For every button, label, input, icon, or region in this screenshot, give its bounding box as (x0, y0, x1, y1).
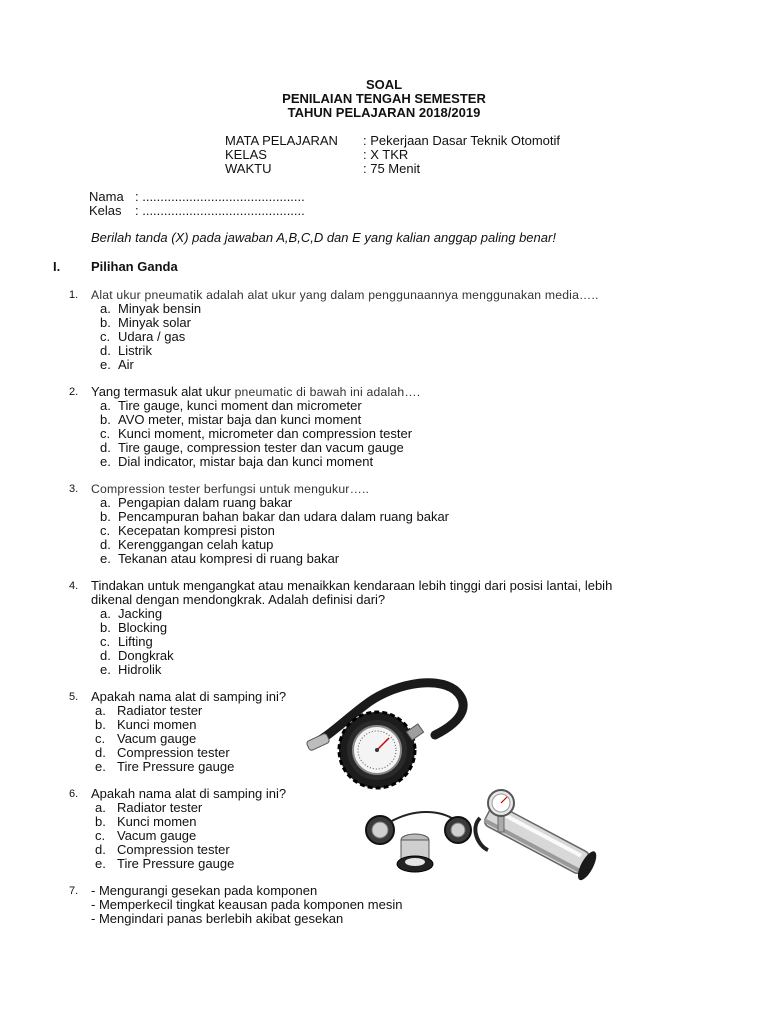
header-year: TAHUN PELAJARAN 2018/2019 (287, 105, 481, 120)
option-text: Compression tester (117, 842, 230, 857)
question-line: - Mengurangi gesekan pada komponen (91, 883, 318, 898)
option-text: Listrik (118, 343, 152, 358)
question-text-part: Yang termasuk alat ukur (91, 384, 235, 399)
option-letter: b. (100, 315, 111, 330)
option-letter: d. (100, 648, 111, 663)
option-item (100, 649, 174, 663)
option-text: Dongkrak (118, 648, 174, 663)
option-text: Kecepatan kompresi piston (118, 523, 275, 538)
option-letter: e. (100, 662, 111, 677)
question-text (91, 385, 420, 399)
option-letter: a. (100, 606, 111, 621)
option-item (100, 621, 167, 635)
option-text: Jacking (118, 606, 163, 621)
option-letter: c. (100, 426, 111, 441)
option-letter: a. (100, 495, 111, 510)
option-item (95, 718, 196, 732)
section-title: Pilihan Ganda (91, 259, 178, 274)
student-name-field: : ............................................. (135, 189, 305, 204)
student-class-field: : ............................................. (135, 203, 305, 218)
option-letter: b. (100, 412, 111, 427)
option-letter: d. (100, 343, 111, 358)
option-text: Kunci moment, micrometer dan compression tester (118, 426, 413, 441)
option-letter: e. (95, 759, 106, 774)
option-item (100, 524, 275, 538)
question-line: - Mengindari panas berlebih akibat gesekan (91, 911, 344, 926)
option-text: Compression tester (117, 745, 230, 760)
header-title: SOAL (365, 77, 403, 92)
option-text: Kerenggangan celah katup (118, 537, 274, 552)
option-text: Tire gauge, kunci moment dan micrometer (118, 398, 362, 413)
option-item (100, 538, 273, 552)
instruction-text: Berilah tanda (X) pada jawaban A,B,C,D dan E yang kalian anggap paling benar! (91, 230, 556, 245)
option-letter: d. (100, 537, 111, 552)
option-item (100, 663, 161, 677)
option-letter: c. (100, 634, 111, 649)
tire-pressure-gauge-icon (305, 675, 485, 790)
info-value-subject: : Pekerjaan Dasar Teknik Otomotif (363, 133, 561, 148)
option-letter: a. (100, 301, 111, 316)
option-letter: c. (100, 329, 111, 344)
option-letter: c. (95, 828, 106, 843)
info-label-subject: MATA PELAJARAN (225, 133, 338, 148)
option-letter: e. (100, 551, 111, 566)
option-text: Vacum gauge (117, 828, 197, 843)
info-value-time: : 75 Menit (363, 161, 421, 176)
option-letter: d. (100, 440, 111, 455)
option-item (95, 815, 196, 829)
option-item (100, 510, 449, 524)
info-label-class: KELAS (225, 147, 267, 162)
info-label-time: WAKTU (225, 161, 272, 176)
option-item (95, 829, 196, 843)
option-letter: b. (100, 620, 111, 635)
question-number: 7. (69, 885, 79, 897)
option-letter: b. (95, 814, 106, 829)
option-text: Radiator tester (117, 800, 203, 815)
option-text: Minyak bensin (118, 301, 202, 316)
option-item (100, 330, 185, 344)
option-letter: a. (100, 398, 111, 413)
option-text: Radiator tester (117, 703, 203, 718)
question-number: 2. (69, 386, 79, 398)
student-class-label: Kelas (89, 203, 122, 218)
option-letter: b. (95, 717, 106, 732)
question-number: 5. (69, 691, 79, 703)
option-item (95, 760, 234, 774)
option-item (95, 704, 202, 718)
option-text: Tekanan atau kompresi di ruang bakar (118, 551, 340, 566)
option-letter: c. (100, 523, 111, 538)
option-item (100, 441, 404, 455)
option-item (100, 607, 162, 621)
option-letter: e. (100, 357, 111, 372)
option-letter: e. (100, 454, 111, 469)
question-text: Alat ukur pneumatik adalah alat ukur yang dalam penggunaannya menggunakan media….. (91, 288, 599, 302)
option-item (100, 455, 373, 469)
section-number: I. (53, 259, 61, 274)
question-text: Apakah nama alat di samping ini? (91, 786, 287, 801)
option-text: AVO meter, mistar baja dan kunci moment (118, 412, 362, 427)
option-item (100, 427, 412, 441)
option-letter: a. (95, 703, 106, 718)
option-item (100, 635, 153, 649)
option-item (95, 801, 202, 815)
question-number: 3. (69, 483, 79, 495)
option-text: Tire gauge, compression tester dan vacum gauge (118, 440, 404, 455)
option-item (100, 316, 191, 330)
question-text-cont: dikenal dengan mendongkrak. Adalah definisi dari? (91, 592, 386, 607)
option-text: Vacum gauge (117, 731, 197, 746)
option-text: Udara / gas (118, 329, 186, 344)
option-item (95, 746, 230, 760)
option-text: Hidrolik (118, 662, 162, 677)
option-letter: d. (95, 745, 106, 760)
option-text: Tire Pressure gauge (117, 856, 235, 871)
question-text: Tindakan untuk mengangkat atau menaikkan kendaraan lebih tinggi dari posisi lantai, lebih (91, 578, 613, 593)
option-item (100, 344, 152, 358)
option-letter: b. (100, 509, 111, 524)
option-text: Blocking (118, 620, 168, 635)
option-letter: a. (95, 800, 106, 815)
question-text: Compression tester berfungsi untuk mengukur….. (91, 482, 370, 496)
option-item (95, 732, 196, 746)
header-subtitle: PENILAIAN TENGAH SEMESTER (282, 91, 486, 106)
option-item (100, 399, 362, 413)
option-text: Pencampuran bahan bakar dan udara dalam ruang bakar (118, 509, 450, 524)
question-number: 4. (69, 580, 79, 592)
option-text: Dial indicator, mistar baja dan kunci moment (118, 454, 374, 469)
option-item (95, 857, 234, 871)
option-letter: e. (95, 856, 106, 871)
question-number: 1. (69, 289, 79, 301)
option-item (100, 413, 361, 427)
option-text: Tire Pressure gauge (117, 759, 235, 774)
option-item (100, 496, 292, 510)
option-item (100, 552, 339, 566)
question-number: 6. (69, 788, 79, 800)
option-item (100, 302, 201, 316)
option-item (95, 843, 230, 857)
option-item (100, 358, 134, 372)
option-letter: d. (95, 842, 106, 857)
option-text: Kunci momen (117, 717, 197, 732)
question-text-part: pneumatic di bawah ini adalah…. (234, 385, 421, 399)
question-line: - Memperkecil tingkat keausan pada komponen mesin (91, 897, 403, 912)
option-text: Minyak solar (118, 315, 191, 330)
info-value-class: : X TKR (363, 147, 409, 162)
option-text: Lifting (118, 634, 153, 649)
option-text: Pengapian dalam ruang bakar (118, 495, 293, 510)
option-text: Air (118, 357, 134, 372)
option-text: Kunci momen (117, 814, 197, 829)
question-text: Apakah nama alat di samping ini? (91, 689, 287, 704)
option-letter: c. (95, 731, 106, 746)
radiator-tester-kit-icon (360, 788, 615, 883)
student-name-label: Nama (89, 189, 124, 204)
